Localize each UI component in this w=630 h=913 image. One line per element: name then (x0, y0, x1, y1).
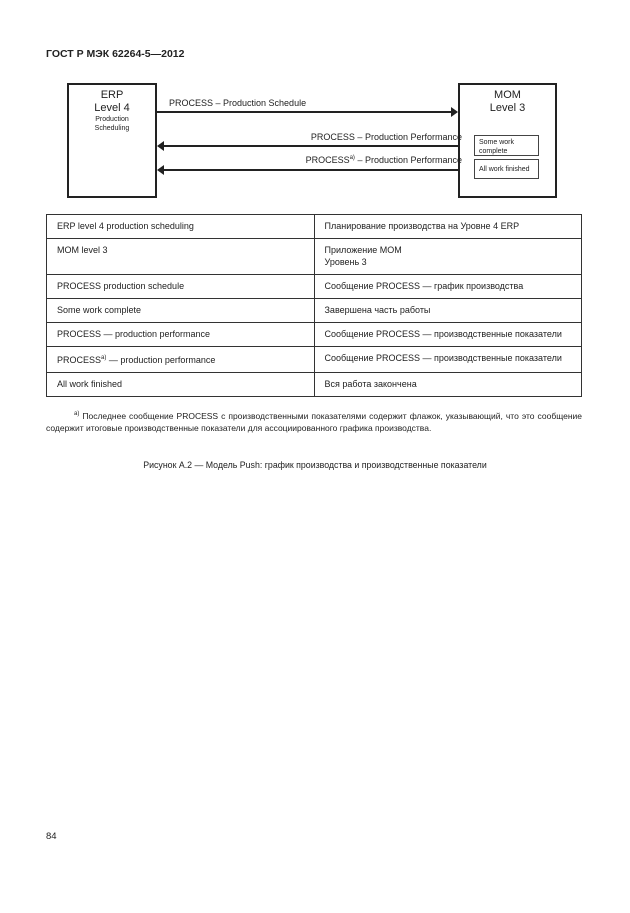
some-work-complete-box: Some work complete (474, 135, 539, 156)
cell-en: Some work complete (47, 299, 315, 323)
table-row (47, 323, 582, 347)
translation-table (46, 214, 582, 397)
cell-en-sup: a) (101, 355, 107, 361)
footnote (46, 408, 582, 435)
arrow-final-performance (164, 169, 458, 171)
cell-en: PROCESS — production performance (47, 323, 315, 347)
cell-ru-line1: Приложение MOM (324, 245, 402, 255)
table-row (47, 239, 582, 275)
cell-ru: Планирование производства на Уровне 4 ERP (314, 215, 582, 239)
cell-en: PROCESS production schedule (47, 275, 315, 299)
mom-title: MOM (494, 89, 521, 101)
table-row (47, 373, 582, 397)
footnote-text: Последнее сообщение PROCESS с производственными показателями содержит флажок, указывающий, что это сообщение содержит итоговые производственные показатели для ассоциированного графика производства. (46, 410, 582, 434)
arrow-production-performance (164, 145, 458, 147)
arrowhead-right-icon (451, 107, 458, 117)
arrow3-label (306, 155, 462, 165)
cell-ru: Завершена часть работы (314, 299, 582, 323)
table-row (47, 299, 582, 323)
arrowhead-left-icon (157, 141, 164, 151)
figure-caption: Рисунок А.2 — Модель Push: график производства и производственные показатели (143, 460, 487, 470)
arrowhead-left-icon (157, 165, 164, 175)
document-header: ГОСТ Р МЭК 62264-5—2012 (46, 48, 185, 60)
footnote-mark: a) (74, 411, 80, 417)
cell-ru: Сообщение PROCESS — производственные показатели (314, 323, 582, 347)
page-number: 84 (46, 831, 57, 842)
erp-level: Level 4 (94, 102, 130, 114)
erp-box (67, 83, 157, 198)
erp-sub2: Scheduling (94, 125, 130, 132)
cell-en-pre: PROCESS (57, 355, 102, 365)
table-row (47, 347, 582, 373)
cell-en (47, 347, 315, 373)
arrow-production-schedule (157, 111, 453, 113)
cell-ru: Сообщение PROCESS — производственные показатели (314, 347, 582, 373)
arrow1-label: PROCESS – Production Schedule (169, 98, 307, 108)
arrow2-label: PROCESS – Production Performance (310, 132, 462, 142)
arrow3-post: – Production Performance (354, 155, 462, 165)
cell-en: All work finished (47, 373, 315, 397)
cell-en: MOM level 3 (47, 239, 315, 275)
arrow3-sup: a) (349, 155, 355, 161)
cell-en-post: — production performance (106, 355, 216, 365)
erp-sub1: Production (95, 116, 129, 123)
all-work-finished-box: All work finished (474, 159, 539, 179)
mom-level: Level 3 (489, 102, 526, 114)
cell-ru: Вся работа закончена (314, 373, 582, 397)
table-row (47, 215, 582, 239)
cell-en: ERP level 4 production scheduling (47, 215, 315, 239)
cell-ru: Сообщение PROCESS — график производства (314, 275, 582, 299)
table-row (47, 275, 582, 299)
cell-ru-line2: Уровень 3 (324, 257, 367, 267)
arrow3-pre: PROCESS (305, 155, 350, 165)
erp-title: ERP (100, 89, 124, 101)
cell-ru (314, 239, 582, 275)
